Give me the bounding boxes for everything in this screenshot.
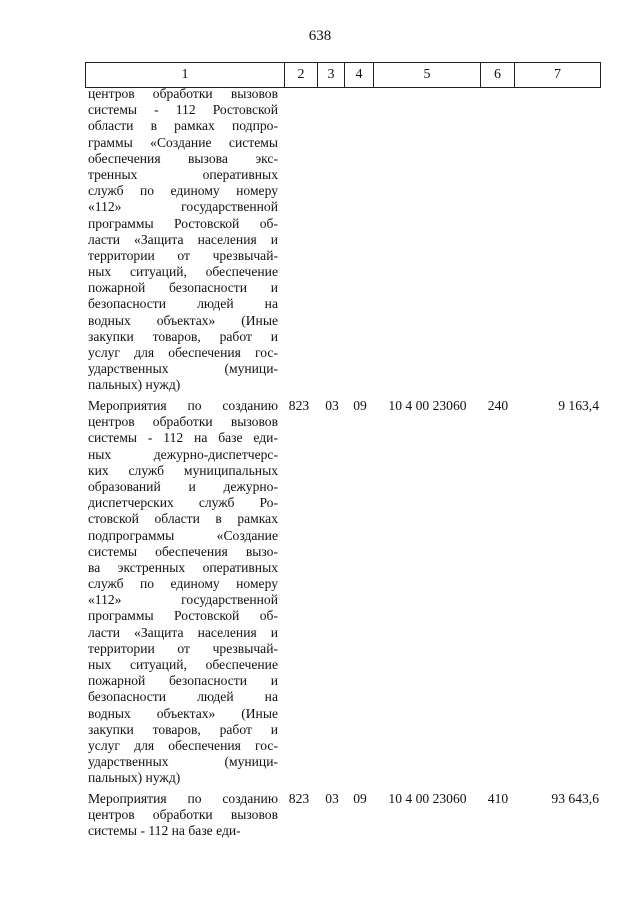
col-header-1: 1: [85, 63, 284, 87]
description-line: закупки товаров, работ и: [88, 328, 278, 344]
description-line: водных объектах» (Иные: [88, 312, 278, 328]
description-line: закупки товаров, работ и: [88, 721, 278, 737]
description-line: программы Ростовской об-: [88, 608, 278, 624]
description-line: ласти «Защита населения и: [88, 624, 278, 640]
description-line: системы - 112 Ростовской: [88, 102, 278, 118]
target-article-code: 10 4 00 23060: [388, 398, 467, 413]
description-line: территории от чрезвычай-: [88, 640, 278, 656]
description-line: услуг для обеспечения гос-: [88, 345, 278, 360]
row-description: [88, 86, 278, 394]
description-line: ких служб муниципальных: [88, 462, 278, 478]
target-article-code: 10 4 00 23060: [388, 791, 467, 806]
description-line: пожарной безопасности и: [88, 280, 278, 296]
col-header-3: 3: [317, 63, 344, 87]
description-line: системы - 112 на базе еди-: [88, 430, 278, 446]
description-line: центров обработки вызовов: [88, 414, 278, 430]
description-line: ных дежурно-диспетчерс-: [88, 446, 278, 462]
description-line: системы обеспечения вызо-: [88, 543, 278, 559]
description-line: безопасности людей на: [88, 689, 278, 705]
description-line: безопасности людей на: [88, 296, 278, 312]
description-line: ных ситуаций, обеспечение: [88, 264, 278, 280]
description-line: центров обработки вызовов: [88, 86, 278, 101]
subsection-code: 09: [353, 398, 367, 413]
row-description: [88, 791, 278, 840]
description-line: ва экстренных оперативных: [88, 559, 278, 575]
description-line: диспетчерских служб Ро-: [88, 495, 278, 511]
row-description: [88, 398, 278, 787]
amount: 93 643,6: [551, 791, 599, 806]
description-line: программы Ростовской об-: [88, 215, 278, 231]
subsection-code: 09: [353, 791, 367, 806]
description-line: системы - 112 на базе еди-: [88, 823, 241, 839]
description-line: ласти «Защита населения и: [88, 231, 278, 247]
description-line: Мероприятия по созданию: [88, 398, 278, 413]
description-line: стовской области в рамках: [88, 511, 278, 527]
description-line: ударственных (муници-: [88, 361, 278, 377]
ved-code: 823: [288, 398, 310, 413]
expense-type-code: 240: [487, 398, 509, 413]
section-code: 03: [325, 398, 339, 413]
description-line: обеспечения вызова экс-: [88, 150, 278, 166]
description-line: служб по единому номеру: [88, 576, 278, 592]
description-line: «112» государственной: [88, 592, 278, 608]
budget-table: [85, 62, 601, 839]
description-line: ных ситуаций, обеспечение: [88, 657, 278, 672]
description-line: «112» государственной: [88, 199, 278, 215]
description-line: центров обработки вызовов: [88, 807, 278, 823]
section-code: 03: [325, 791, 339, 806]
description-line: водных объектах» (Иные: [88, 705, 278, 721]
description-line: подпрограммы «Создание: [88, 527, 278, 543]
col-header-6: 6: [480, 63, 514, 87]
description-line: служб по единому номеру: [88, 183, 278, 199]
description-line: территории от чрезвычай-: [88, 247, 278, 263]
table-header: [85, 62, 601, 88]
description-line: услуг для обеспечения гос-: [88, 737, 278, 753]
expense-type-code: 410: [487, 791, 509, 806]
description-line: пальных) нужд): [88, 770, 181, 786]
description-line: пальных) нужд): [88, 377, 181, 393]
description-line: области в рамках подпро-: [88, 118, 278, 134]
col-header-2: 2: [284, 63, 317, 87]
description-line: граммы «Создание системы: [88, 134, 278, 150]
description-line: тренных оперативных: [88, 166, 278, 182]
description-line: Мероприятия по созданию: [88, 791, 278, 806]
description-line: ударственных (муници-: [88, 754, 278, 770]
description-line: пожарной безопасности и: [88, 673, 278, 689]
amount: 9 163,4: [558, 398, 599, 413]
ved-code: 823: [288, 791, 310, 806]
col-header-5: 5: [373, 63, 480, 87]
col-header-7: 7: [514, 63, 601, 87]
page-number: 638: [308, 28, 332, 44]
description-line: образований и дежурно-: [88, 478, 278, 494]
col-header-4: 4: [344, 63, 373, 87]
